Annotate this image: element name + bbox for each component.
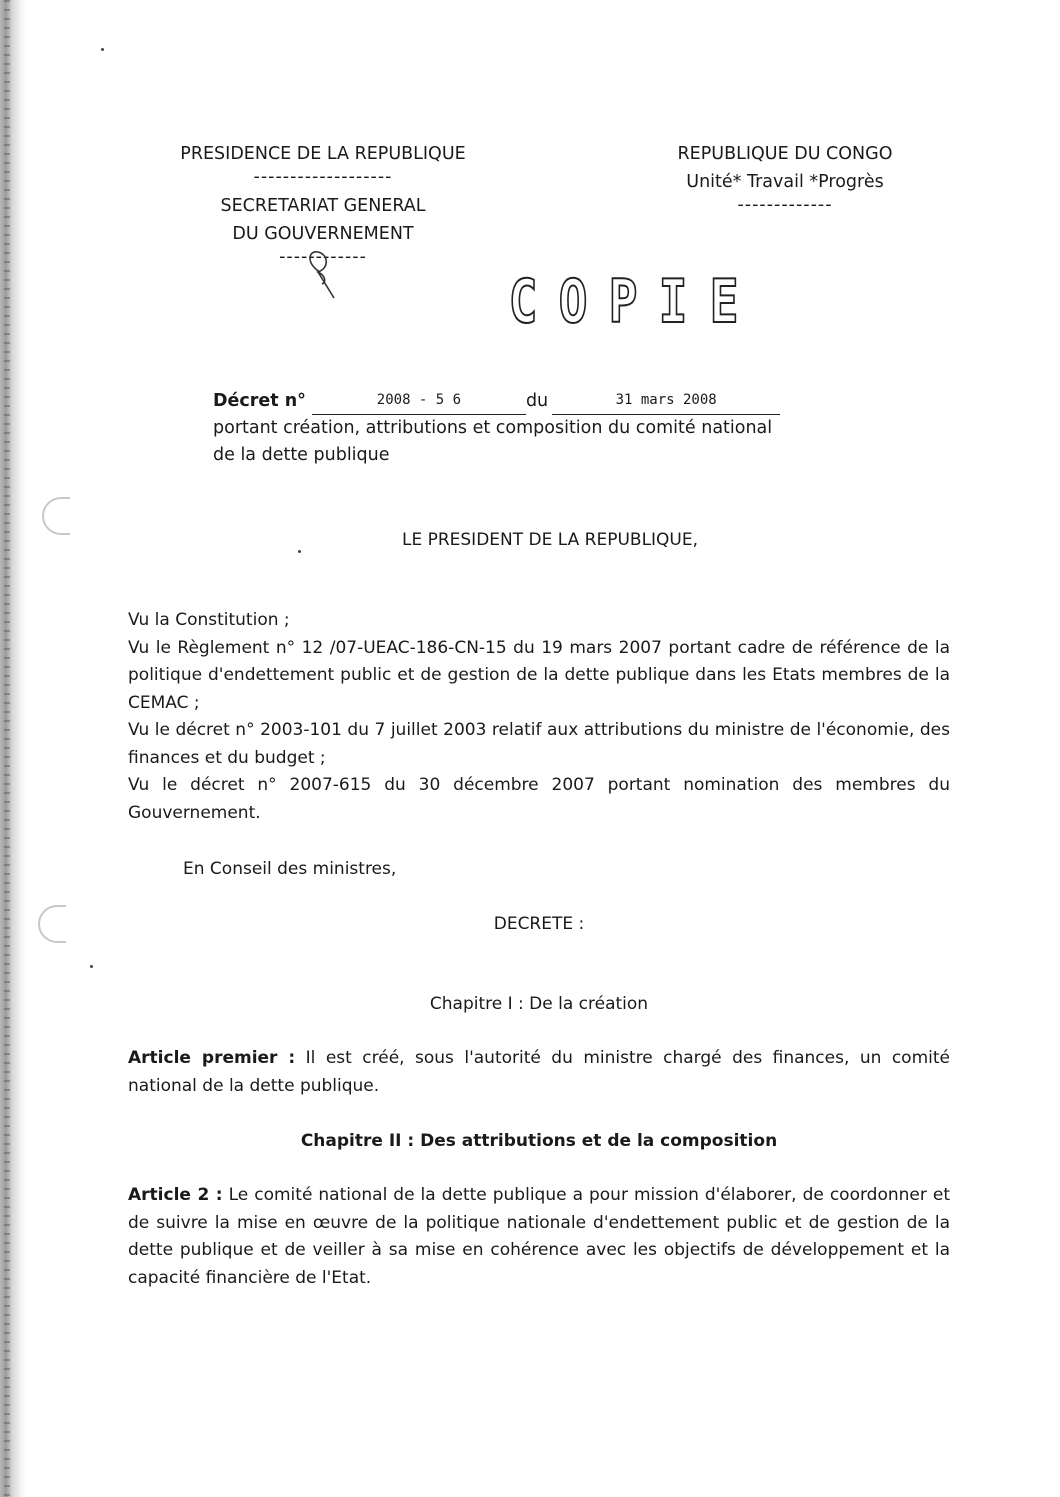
decree-number: 2008 - 5 6 <box>312 392 526 415</box>
stamp-letter: P <box>608 267 638 337</box>
scan-edge <box>0 0 26 1497</box>
scan-speck <box>101 48 104 51</box>
vu-item: Vu le décret n° 2003-101 du 7 juillet 2003 relatif aux attributions du ministre de l'économie, des finances et du budget ; <box>128 720 950 768</box>
handwritten-initial <box>296 242 346 302</box>
stamp-letter: O <box>558 267 588 337</box>
stamp-letter: C <box>508 267 538 337</box>
header-presidence: PRESIDENCE DE LA REPUBLIQUE <box>180 144 466 164</box>
header-gouvernement: DU GOUVERNEMENT <box>232 224 414 244</box>
vu-list <box>128 607 950 827</box>
chapitre-2-title: Chapitre II : Des attributions et de la composition <box>300 1131 778 1151</box>
decree-prefix: Décret n° <box>213 391 306 411</box>
scan-speck <box>90 965 93 968</box>
article-2 <box>128 1182 950 1292</box>
vu-item: Vu la Constitution ; <box>128 610 290 630</box>
chapitre-1-title: Chapitre I : De la création <box>429 994 649 1014</box>
copie-stamp <box>505 267 739 337</box>
vu-item: Vu le décret n° 2007-615 du 30 décembre 2007 portant nomination des membres du Gouvernement. <box>128 775 950 823</box>
article-1-label: Article premier : <box>128 1048 296 1068</box>
decree-subject: portant création, attributions et composition du comité national <box>213 418 773 438</box>
header-motto: Unité* Travail *Progrès <box>686 172 884 192</box>
conseil-line: En Conseil des ministres, <box>183 859 397 879</box>
header-right <box>620 140 950 220</box>
punch-hole <box>38 905 66 943</box>
header-separator: ------------------- <box>253 167 393 187</box>
article-2-label: Article 2 : <box>128 1185 223 1205</box>
stamp-letter: I <box>658 267 688 337</box>
president-title: LE PRESIDENT DE LA REPUBLIQUE, <box>401 530 699 550</box>
punch-hole <box>42 497 70 535</box>
header-republique: REPUBLIQUE DU CONGO <box>677 144 893 164</box>
header-secretariat: SECRETARIAT GENERAL <box>220 196 426 216</box>
decree-du: du <box>525 391 549 411</box>
decree-date: 31 mars 2008 <box>552 392 780 415</box>
decree-subject: de la dette publique <box>213 445 390 465</box>
decrete-heading: DECRETE : <box>493 914 585 934</box>
decree-heading <box>213 385 813 469</box>
article-1 <box>128 1045 950 1100</box>
article-1-text: Il est créé, sous l'autorité du ministre chargé des finances, un comité national de la dette publique. <box>128 1048 950 1096</box>
article-2-text: Le comité national de la dette publique a pour mission d'élaborer, de coordonner et de suivre la mise en œuvre de la politique nationale d'endettement public et de gestion de la dette publique et de veiller à sa mise en cohérence avec les objectifs de développement et la capacité financière de l'Etat. <box>128 1185 950 1288</box>
header-separator: ------------- <box>737 195 833 215</box>
stamp-letter: E <box>709 267 739 337</box>
header-separator: ------------ <box>279 247 367 267</box>
vu-item: Vu le Règlement n° 12 /07-UEAC-186-CN-15 du 19 mars 2007 portant cadre de référence de la politique d'endettement public et de gestion de la dette publique dans les Etats membres de la CEMAC ; <box>128 637 950 713</box>
